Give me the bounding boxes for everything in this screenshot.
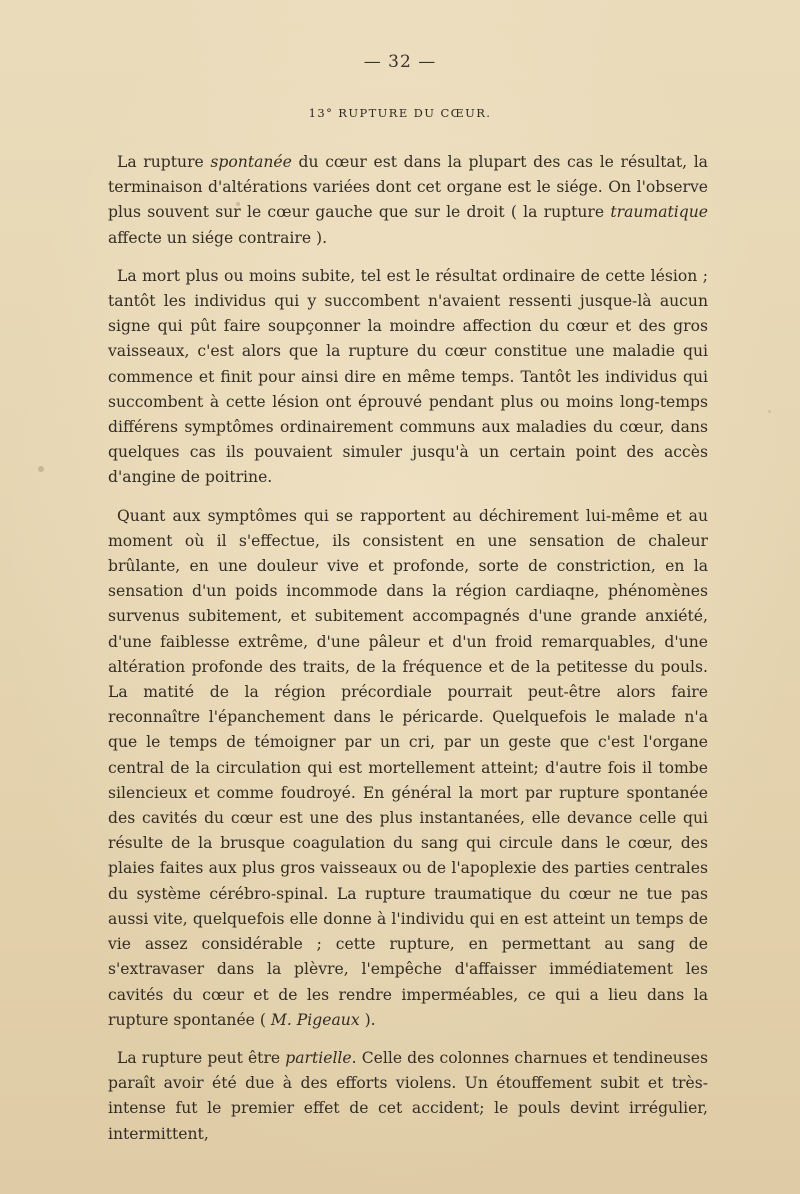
italic-term: traumatique [610,203,708,222]
paper-stain [38,466,44,472]
text-run: Quant aux symptômes qui se rapportent au déchirement lui-même et au moment où il s'effectue, ils consistent en une sensation de chaleur brûlante, en une douleur vive et profonde, sorte de constriction, en la sensation d'un poids incommode dans la région cardiaqne, phénomènes survenus subitement, et subitement accompagnés d'une grande anxiété, d'une faiblesse extrême, d'une pâleur et d'un froid remarquables, d'une altération profonde des traits, de la fréquence et de la petitesse du pouls. La matité de la région précordiale pourrait peut-être alors faire reconnaître l'épanchement dans le péricarde. Quelquefois le malade n'a que le temps de témoigner par un cri, par un geste que c'est l'organe central de la circulation qui est mortellement atteint; d'autre fois il tombe silencieux et comme foudroyé. En général la mort par rupture spontanée des cavités du cœur est une des plus instantanées, elle devance celle qui résulte de la brusque coagulation du sang qui circule dans le cœur, des plaies faites aux plus gros vaisseaux ou de l'apoplexie des parties centrales du système cérébro-spinal. La rupture traumatique du cœur ne tue pas aussi vite, quelquefois elle donne à l'individu qui en est atteint un temps de vie assez considérable ; cette rupture, en permettant au sang de s'extravaser dans la plèvre, l'empêche d'affaisser immédiatement les cavités du cœur et de les rendre imperméables, ce qui a lieu dans la rupture spontanée ( [108,506,708,1029]
text-run: du cœur est dans la plupart des cas le résultat, la terminaison d'altérations variées dont cet organe est le siége. On l'observe plus souvent sur le cœur gauche que sur le droit ( la rupture [108,153,708,222]
page-number: — 32 — [363,52,437,72]
text-run: La rupture peut être [117,1048,286,1067]
paper-stain [768,410,771,413]
paragraph-3 [108,504,708,1033]
body-text [108,150,708,1160]
section-title: 13° RUPTURE DU CŒUR. [308,106,492,120]
text-run: ). [359,1010,376,1029]
paragraph-2: La mort plus ou moins subite, tel est le résultat ordinaire de cette lésion ; tantôt les individus qui y succombent n'avaient ressenti jusque-là aucun signe qui pût faire soupçonner la moindre affection du cœur et des gros vaisseaux, c'est alors que la rupture du cœur constitue une maladie qui commence et finit pour ainsi dire en même temps. Tantôt les individus qui succombent à cette lésion ont éprouvé pendant plus ou moins long-temps différens symptômes ordinairement communs aux maladies du cœur, dans quelques cas ils pouvaient simuler jusqu'à un certain point des accès d'angine de poitrine. [108,266,708,487]
italic-term: partielle [285,1048,352,1067]
paragraph-1 [108,150,708,251]
text-run: . Celle des colonnes charnues et tendineuses paraît avoir été due à des efforts violens. Un étouffement subit et très-intense fut le premier effet de cet accident; le pouls devint irrégulier, intermittent, [108,1048,708,1143]
text-run: La rupture [117,153,211,171]
paragraph-4 [108,1046,708,1147]
italic-term: M. Pigeaux [270,1010,360,1029]
italic-term: spontanée [210,153,292,171]
text-run: affecte un siége contraire ). [108,228,328,247]
